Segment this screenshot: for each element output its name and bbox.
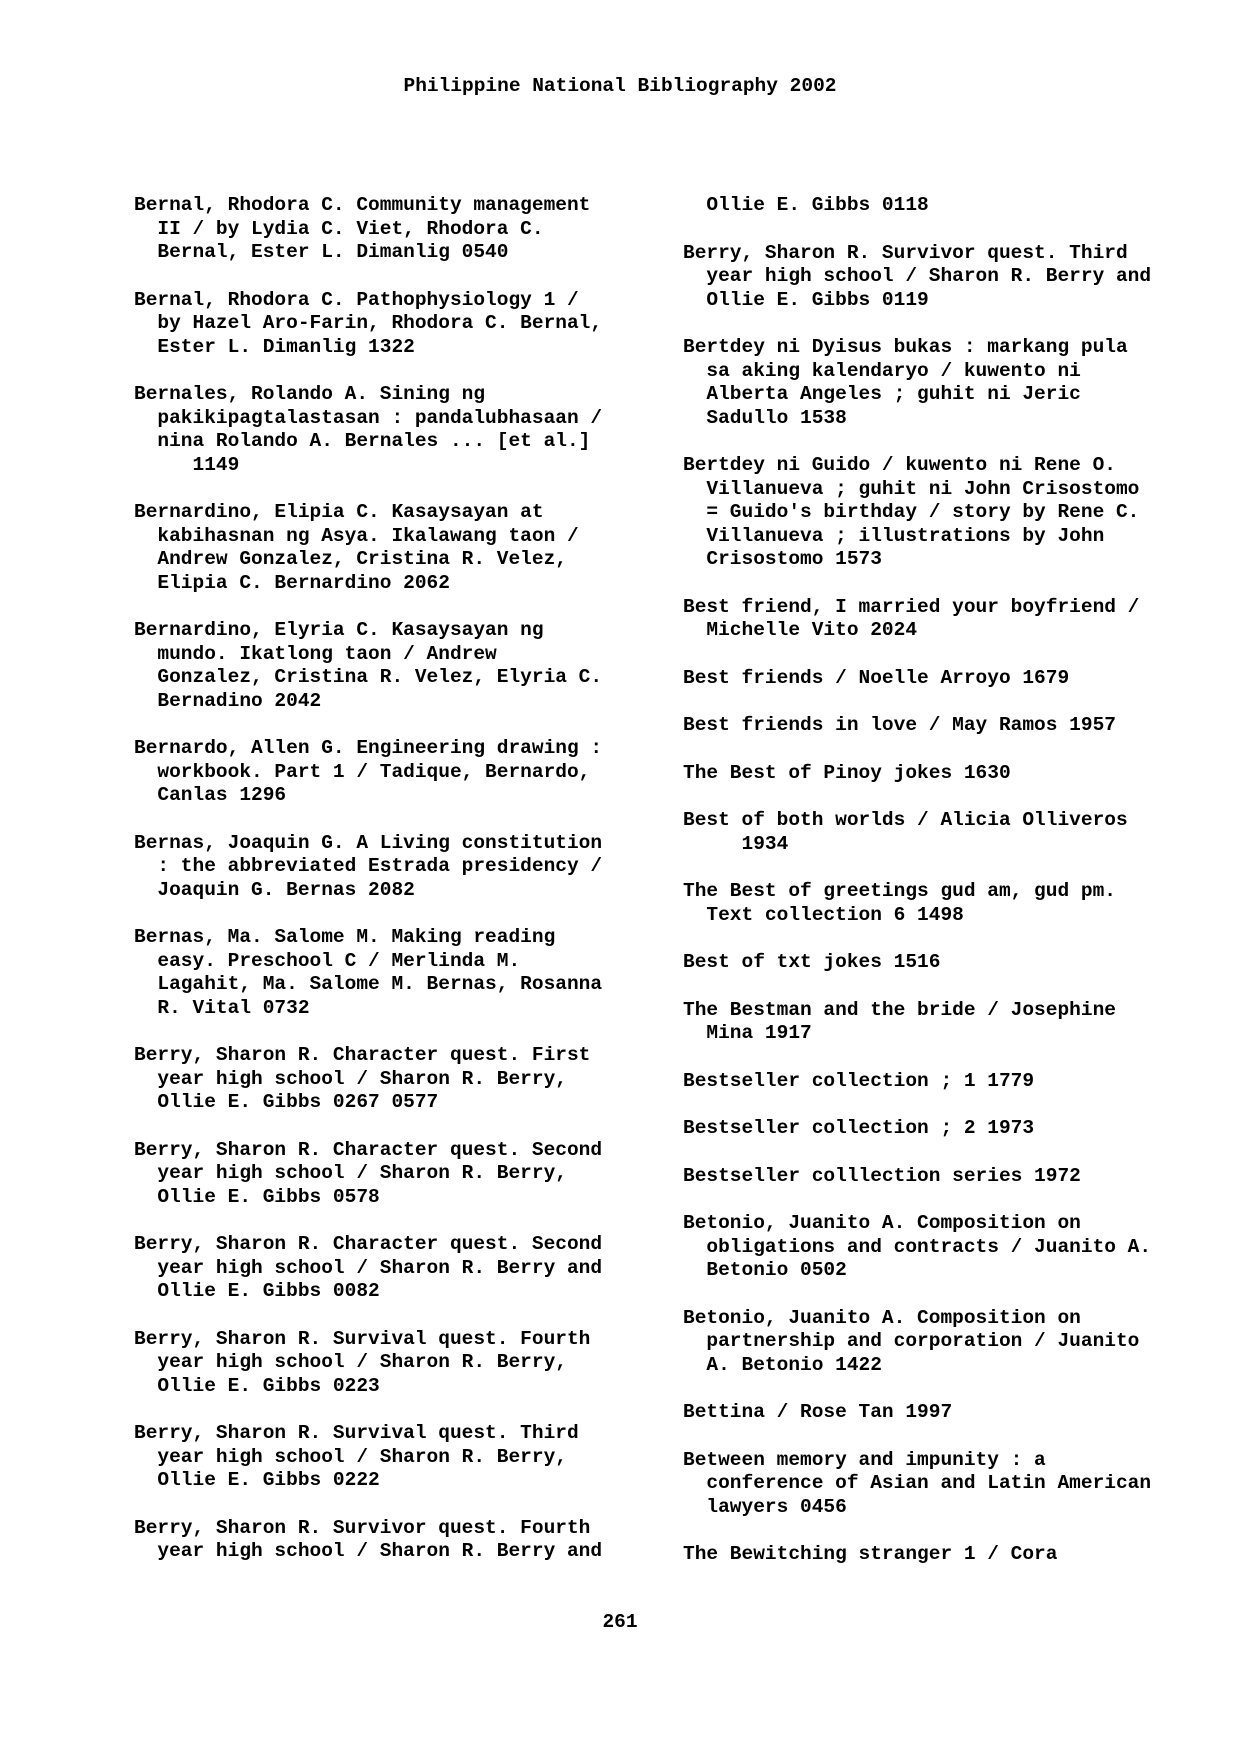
bibliography-entry: Berry, Sharon R. Survival quest. Third year high school / Sharon R. Berry, Ollie E. Gibbs 0222 — [134, 1422, 579, 1491]
bibliography-entry: Bestseller colllection series 1972 — [683, 1164, 1081, 1187]
bibliography-entry: Best friends in love / May Ramos 1957 — [683, 714, 1116, 736]
bibliography-entry: Best friends / Noelle Arroyo 1679 — [683, 666, 1070, 689]
bibliography-entry: Bettina / Rose Tan 1997 — [683, 1401, 953, 1423]
bibliography-entry: Bestseller collection ; 2 1973 — [683, 1117, 1035, 1139]
bibliography-entry: Bernas, Ma. Salome M. Making reading easy. Preschool C / Merlinda M. Lagahit, Ma. Salome M. Bernas, Rosanna R. Vital 0732 — [134, 926, 603, 1019]
bibliography-entry: Berry, Sharon R. Survival quest. Fourth year high school / Sharon R. Berry, Ollie E. Gibbs 0223 — [134, 1327, 591, 1397]
bibliography-entry: Between memory and impunity : a conference of Asian and Latin American lawyers 0456 — [683, 1448, 1152, 1518]
bibliography-entry: Bernal, Rhodora C. Pathophysiology 1 / by Hazel Aro-Farin, Rhodora C. Bernal, Ester L. Dimanlig 1322 — [134, 288, 603, 358]
bibliography-entry: Berry, Sharon R. Survivor quest. Fourth year high school / Sharon R. Berry and — [134, 1516, 603, 1562]
bibliography-entry: Betonio, Juanito A. Composition on obligations and contracts / Juanito A. Betonio 0502 — [683, 1212, 1152, 1281]
bibliography-entry: Bestseller collection ; 1 1779 — [683, 1069, 1035, 1092]
bibliography-entry: Bernal, Rhodora C. Community management II / by Lydia C. Viet, Rhodora C. Bernal, Ester L. Dimanlig 0540 — [134, 194, 591, 263]
bibliography-entry: Berry, Sharon R. Character quest. Second year high school / Sharon R. Berry and Ollie E. Gibbs 0082 — [134, 1233, 603, 1302]
bibliography-entry: Ollie E. Gibbs 0118 — [683, 194, 929, 216]
left-column — [134, 194, 654, 1564]
bibliography-entry: Bernardino, Elipia C. Kasaysayan at kabihasnan ng Asya. Ikalawang taon / Andrew Gonzalez, Cristina R. Velez, Elipia C. Bernardino 2062 — [134, 501, 579, 594]
bibliography-entry: Bernardo, Allen G. Engineering drawing : workbook. Part 1 / Tadique, Bernardo, Canlas 1296 — [134, 737, 603, 806]
bibliography-entry: The Bewitching stranger 1 / Cora — [683, 1543, 1058, 1565]
bibliography-entry: The Best of greetings gud am, gud pm. Text collection 6 1498 — [683, 880, 1116, 926]
bibliography-entry: The Bestman and the bride / Josephine Mina 1917 — [683, 998, 1116, 1044]
bibliography-entry: Best of both worlds / Alicia Olliveros 1934 — [683, 809, 1128, 855]
bibliography-entry: Best of txt jokes 1516 — [683, 951, 941, 973]
page-number: 261 — [602, 1611, 638, 1633]
right-column — [683, 194, 1193, 1567]
bibliography-entry: Bertdey ni Dyisus bukas : markang pula sa aking kalendaryo / kuwento ni Alberta Angeles ; guhit ni Jeric Sadullo 1538 — [683, 336, 1128, 429]
bibliography-entry: Betonio, Juanito A. Composition on partnership and corporation / Juanito A. Betonio 1422 — [683, 1306, 1140, 1376]
bibliography-entry: Bernardino, Elyria C. Kasaysayan ng mundo. Ikatlong taon / Andrew Gonzalez, Cristina R. Velez, Elyria C. Bernadino 2042 — [134, 619, 603, 712]
bibliography-entry: Berry, Sharon R. Character quest. First year high school / Sharon R. Berry, Ollie E. Gibbs 0267 0577 — [134, 1044, 591, 1113]
bibliography-entry: The Best of Pinoy jokes 1630 — [683, 761, 1011, 784]
page-header: Philippine National Bibliography 2002 — [403, 75, 837, 97]
bibliography-entry: Bertdey ni Guido / kuwento ni Rene O. Villanueva ; guhit ni John Crisostomo = Guido's birthday / story by Rene C. Villanueva ; illustrations by John Crisostomo 1573 — [683, 454, 1140, 570]
bibliography-entry: Berry, Sharon R. Character quest. Second year high school / Sharon R. Berry, Ollie E. Gibbs 0578 — [134, 1138, 603, 1208]
bibliography-entry: Berry, Sharon R. Survivor quest. Third year high school / Sharon R. Berry and Ollie E. Gibbs 0119 — [683, 241, 1152, 311]
bibliography-entry: Bernas, Joaquin G. A Living constitution : the abbreviated Estrada presidency / Joaquin G. Bernas 2082 — [134, 831, 603, 901]
bibliography-entry: Best friend, I married your boyfriend / Michelle Vito 2024 — [683, 595, 1140, 641]
bibliography-entry: Bernales, Rolando A. Sining ng pakikipagtalastasan : pandalubhasaan / nina Rolando A. Bernales ... [et al.] 1149 — [134, 383, 603, 476]
